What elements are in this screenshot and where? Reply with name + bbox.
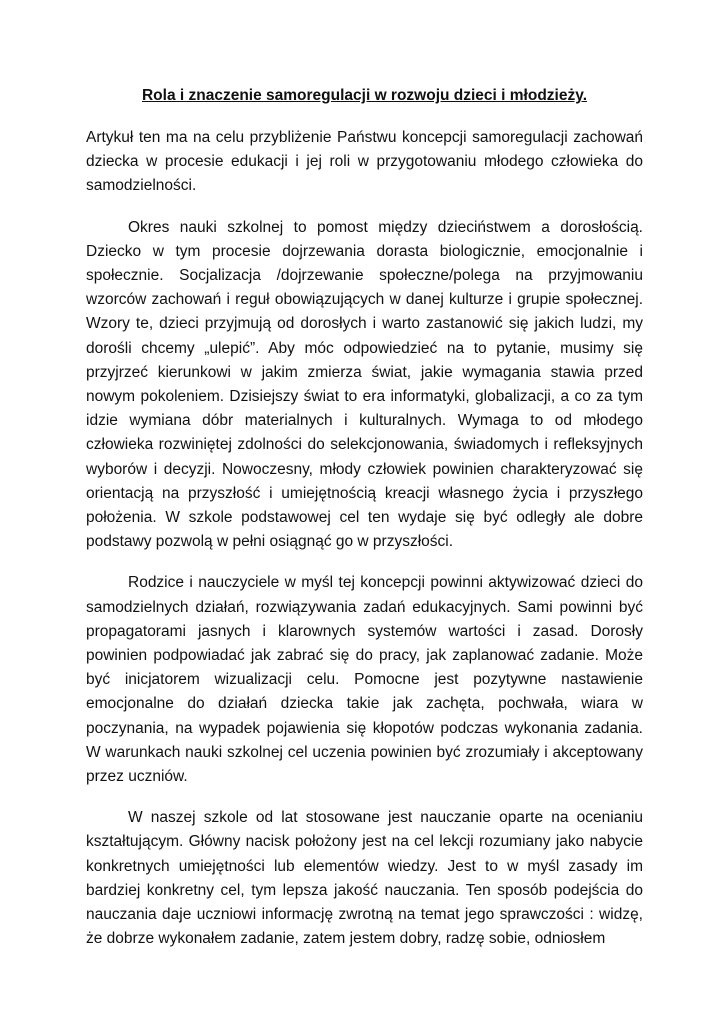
body-paragraph-3: W naszej szkole od lat stosowane jest nauczanie oparte na ocenianiu kształtującym. Główny nacisk położony jest na cel lekcji rozumiany jako nabycie konkretnych umiejętności lub elementów wiedzy. Jest to w myśl zasady im bardziej konkretny cel, tym lepsza jakość nauczania. Ten sposób podejścia do nauczania daje uczniowi informację zwrotną na temat jego sprawczości : widzę, że dobrze wykonałem zadanie, zatem jestem dobry, radzę sobie, odniosłem (86, 809, 643, 948)
body-paragraph-2: Rodzice i nauczyciele w myśl tej koncepcji powinni aktywizować dzieci do samodzielnych działań, rozwiązywania zadań edukacyjnych. Sami powinni być propagatorami jasnych i klarownych systemów wartości i zasad. Dorosły powinien podpowiadać jak zabrać się do pracy, jak zaplanować zadanie. Może być inicjatorem wizualizacji celu. Pomocne jest pozytywne nastawienie emocjonalne do działań dziecka takie jak zachęta, pochwała, wiara w poczynania, na wypadek pojawienia się kłopotów podczas wykonania zadania. W warunkach nauki szkolnej cel uczenia powinien być zrozumiały i akceptowany przez uczniów. (86, 574, 643, 786)
intro-paragraph: Artykuł ten ma na celu przybliżenie Państwu koncepcji samoregulacji zachowań dziecka w procesie edukacji i jej roli w przygotowaniu młodego człowieka do samodzielności. (86, 129, 643, 195)
document-title: Rola i znaczenie samoregulacji w rozwoju dzieci i młodzieży. (141, 87, 588, 104)
body-paragraph-1: Okres nauki szkolnej to pomost między dzieciństwem a dorosłością. Dziecko w tym procesie dojrzewania dorasta biologicznie, emocjonalnie i społecznie. Socjalizacja /dojrzewanie społeczne/polega na przyjmowaniu wzorców zachowań i reguł obowiązujących w danej kulturze i grupie społecznej. Wzory te, dzieci przyjmują od dorosłych i warto zastanowić się jakich ludzi, my dorośli chcemy „ulepić”. Aby móc odpowiedzieć na to pytanie, musimy się przyjrzeć kierunkowi w jakim zmierza świat, jakie wymagania stawia przed nowym pokoleniem. Dzisiejszy świat to era informatyki, globalizacji, a co za tym idzie wymiana dóbr materialnych i kulturalnych. Wymaga to od młodego człowieka rozwiniętej zdolności do selekcjonowania, świadomych i refleksyjnych wyborów i decyzji. Nowoczesny, młody człowiek powinien charakteryzować się orientacją na przyszłość i umiejętnością kreacji własnego życia i przyszłego położenia. W szkole podstawowej cel ten wydaje się być odległy ale dobre podstawy pozwolą w pełni osiągnąć go w przyszłości. (86, 218, 643, 551)
